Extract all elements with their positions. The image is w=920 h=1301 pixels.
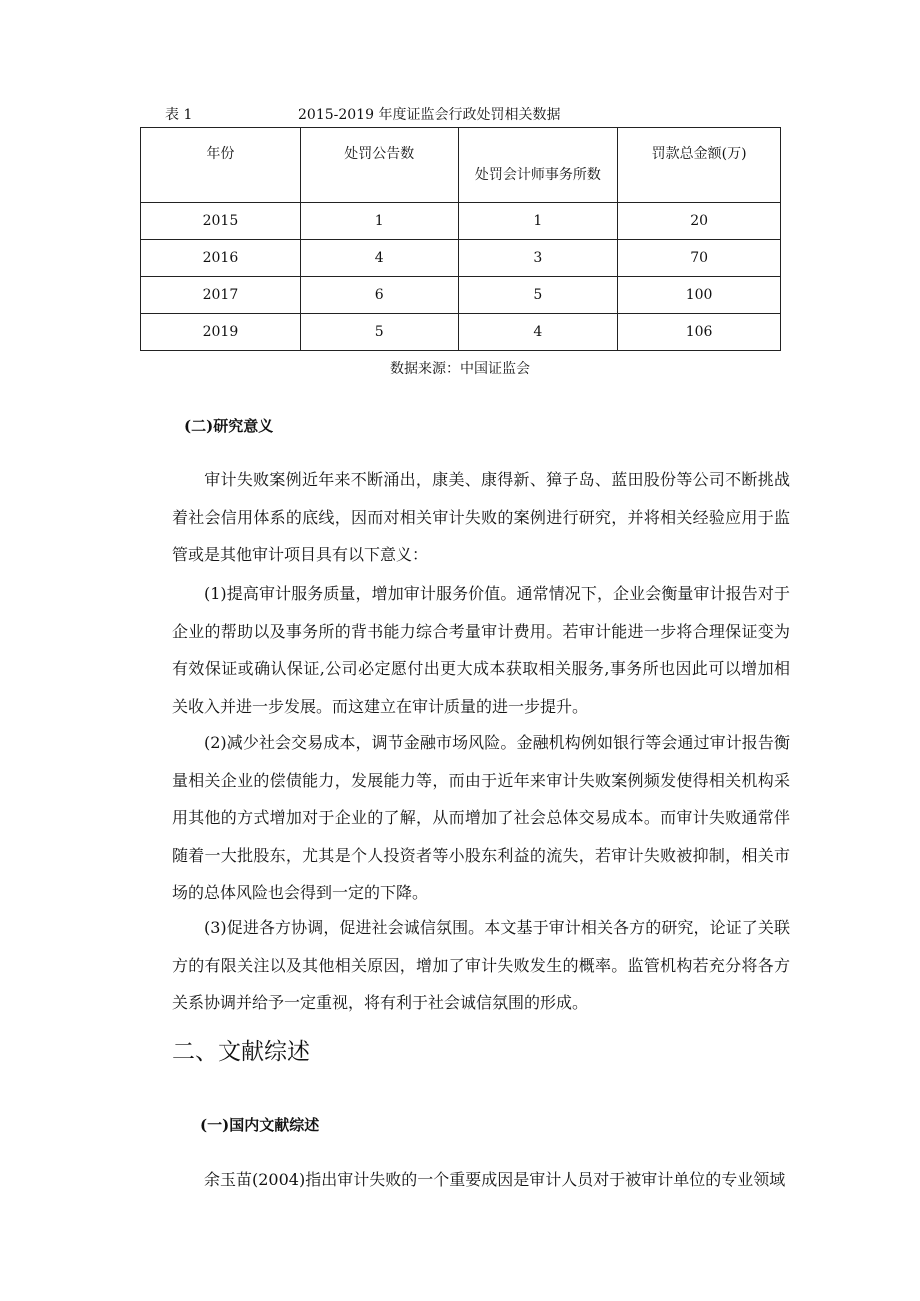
cell-notices: 1: [300, 203, 458, 240]
cell-firms: 5: [458, 277, 618, 314]
table-row: [141, 277, 781, 314]
chapter-heading-literature-review: 二、文献综述: [172, 1039, 310, 1065]
cell-year: 2017: [141, 277, 301, 314]
paragraph-point-1: (1)提高审计服务质量，增加审计服务价值。通常情况下，企业会衡量审计报告对于企业的帮助以及事务所的背书能力综合考量审计费用。若审计能进一步将合理保证变为有效保证或确认保证,公司必定愿付出更大成本获取相关服务,事务所也因此可以增加相关收入并进一步发展。而这建立在审计质量的进一步提升。: [172, 584, 790, 716]
header-fines: 罚款总金额(万): [618, 128, 781, 203]
cell-year: 2016: [141, 240, 301, 277]
cell-year: 2015: [141, 203, 301, 240]
cell-firms: 3: [458, 240, 618, 277]
cell-fines: 20: [618, 203, 781, 240]
table-header-row: [141, 128, 781, 203]
cell-fines: 70: [618, 240, 781, 277]
cell-fines: 100: [618, 277, 781, 314]
cell-firms: 4: [458, 314, 618, 351]
header-year: 年份: [141, 128, 301, 203]
table-source-note: 数据来源：中国证监会: [390, 361, 530, 377]
cell-notices: 5: [300, 314, 458, 351]
paragraph-review-start: 余玉苗(2004)指出审计失败的一个重要成因是审计人员对于被审计单位的专业领域: [204, 1170, 786, 1189]
table-row: [141, 314, 781, 351]
cell-year: 2019: [141, 314, 301, 351]
table-row: [141, 203, 781, 240]
header-notices: 处罚公告数: [300, 128, 458, 203]
table-caption-title: 2015-2019 年度证监会行政处罚相关数据: [298, 107, 561, 123]
paragraph-intro: 审计失败案例近年来不断涌出，康美、康得新、獐子岛、蓝田股份等公司不断挑战着社会信用体系的底线，因而对相关审计失败的案例进行研究，并将相关经验应用于监管或是其他审计项目具有以下意义：: [172, 470, 790, 564]
table-row: [141, 240, 781, 277]
header-firms: 处罚会计师事务所数: [458, 128, 618, 203]
paragraph-point-2: (2)减少社会交易成本，调节金融市场风险。金融机构例如银行等会通过审计报告衡量相关企业的偿债能力，发展能力等，而由于近年来审计失败案例频发使得相关机构采用其他的方式增加对于企业的了解，从而增加了社会总体交易成本。而审计失败通常伴随着一大批股东，尤其是个人投资者等小股东利益的流失，若审计失败被抑制，相关市场的总体风险也会得到一定的下降。: [172, 733, 790, 902]
section-heading-significance: (二)研究意义: [184, 417, 274, 435]
penalty-data-table: [140, 127, 781, 351]
cell-firms: 1: [458, 203, 618, 240]
table-caption-label: 表 1: [165, 107, 193, 123]
paragraph-point-3: (3)促进各方协调，促进社会诚信氛围。本文基于审计相关各方的研究，论证了关联方的有限关注以及其他相关原因，增加了审计失败发生的概率。监管机构若充分将各方关系协调并给予一定重视，将有利于社会诚信氛围的形成。: [172, 918, 790, 1012]
cell-fines: 106: [618, 314, 781, 351]
cell-notices: 4: [300, 240, 458, 277]
section-heading-domestic-review: (一)国内文献综述: [200, 1116, 320, 1134]
cell-notices: 6: [300, 277, 458, 314]
